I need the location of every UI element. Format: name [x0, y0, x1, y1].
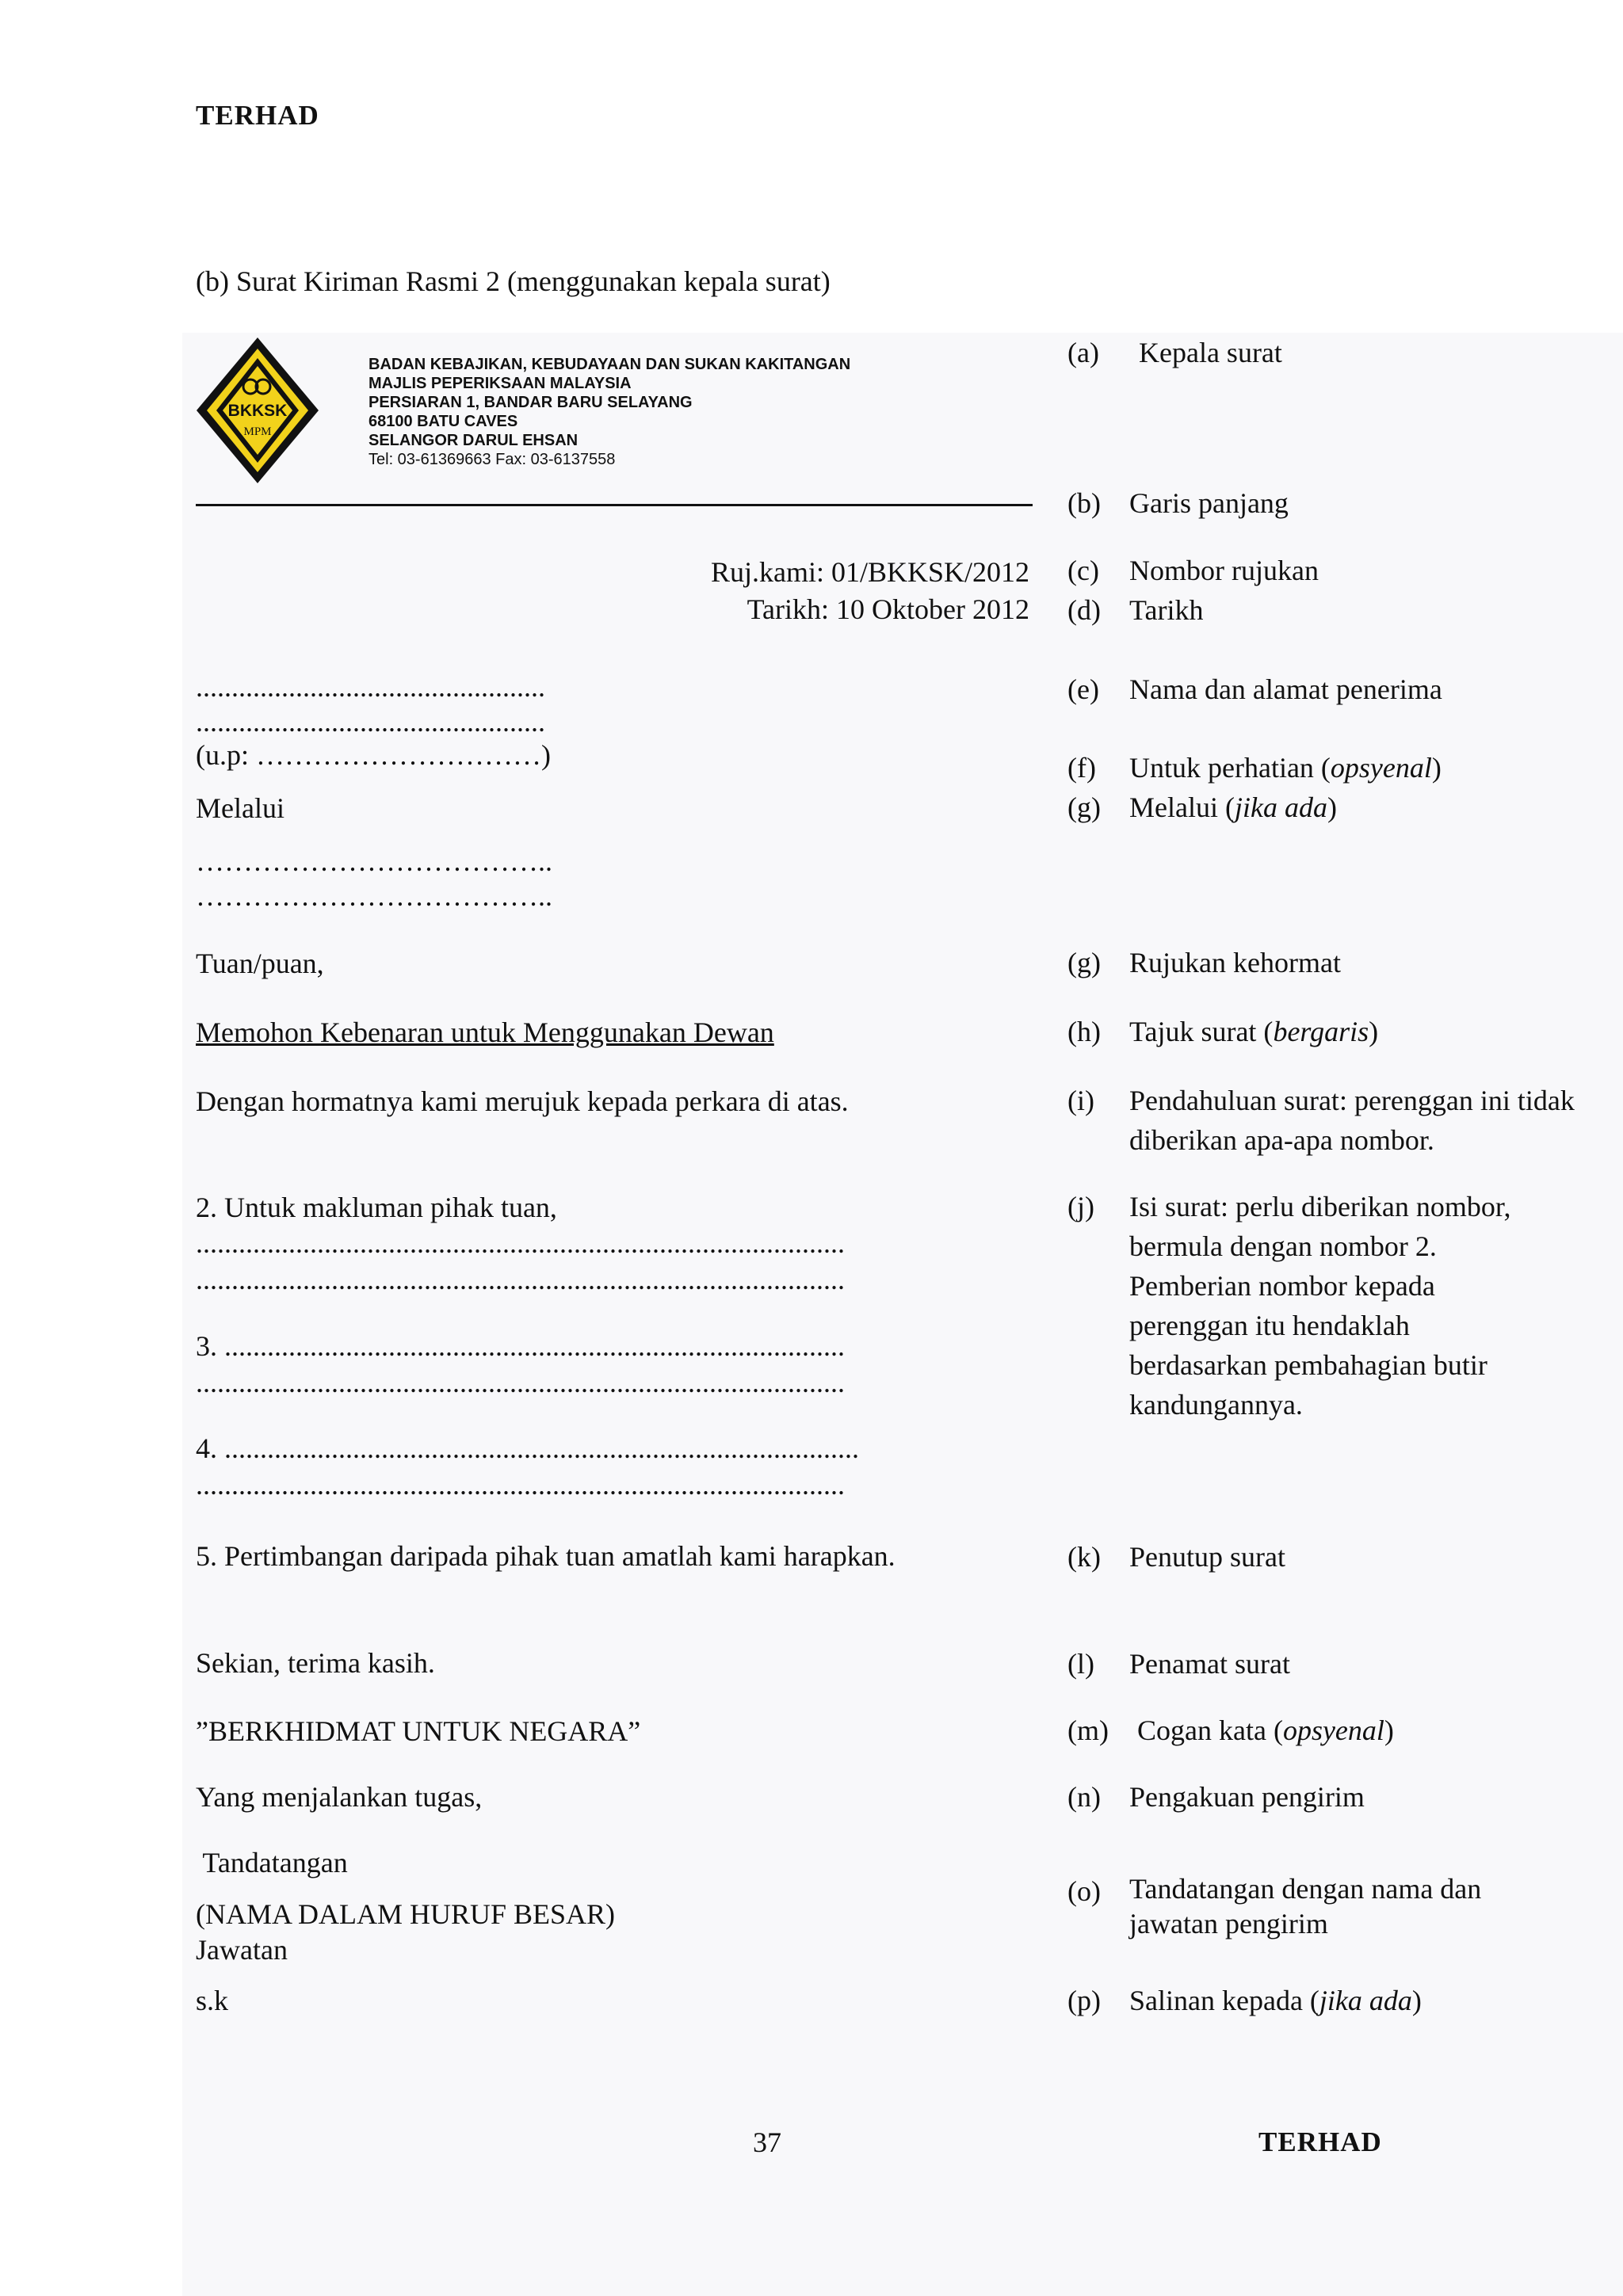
subject-line: Memohon Kebenaran untuk Menggunakan Dewan	[196, 1016, 774, 1048]
annotation-p: (p) Salinan kepada (jika ada)	[1067, 1985, 1422, 2016]
address-line-2: 68100 BATU CAVES	[369, 413, 518, 430]
annotation-i-text: Pendahuluan surat: perenggan ini tidak diberikan apa-apa nombor.	[1129, 1085, 1575, 1156]
annotation-o-key: (o)	[1067, 1875, 1101, 1907]
via-line-2: ………………………………..	[196, 880, 552, 912]
section-title: (b) Surat Kiriman Rasmi 2 (menggunakan kepala surat)	[196, 265, 831, 297]
phone-fax-line: Tel: 03-61369663 Fax: 03-6137558	[369, 451, 616, 468]
annotation-j-key: (j)	[1067, 1191, 1094, 1222]
annotation-l: (l) Penamat surat	[1067, 1648, 1290, 1680]
address-line-3: SELANGOR DARUL EHSAN	[369, 432, 579, 449]
annotation-g-via: (g) Melalui (jika ada)	[1067, 791, 1337, 823]
annotation-k: (k) Penutup surat	[1067, 1541, 1285, 1573]
paragraph-2-line-2: ...........................................................................................	[196, 1264, 845, 1295]
annotation-f: (f) Untuk perhatian (opsyenal)	[1067, 752, 1442, 784]
classification-footer: TERHAD	[1258, 2126, 1382, 2157]
classification-header: TERHAD	[196, 100, 319, 131]
paragraph-3: 3. .......................................................................................	[196, 1330, 845, 1362]
salutation: Tuan/puan,	[196, 948, 324, 979]
annotation-b: (b) Garis panjang	[1067, 487, 1289, 519]
bkksk-logo	[195, 336, 320, 485]
annotation-j-text: Isi surat: perlu diberikan nombor, bermula dengan nombor 2. Pemberian nombor kepada perenggan itu hendaklah berdasarkan pembahagian butir kandungannya.	[1129, 1191, 1511, 1421]
annotation-g-salutation: (g) Rujukan kehormat	[1067, 947, 1341, 978]
attention-line: (u.p: …………………………)	[196, 739, 551, 771]
annotation-a: (a) Kepala surat	[1067, 337, 1282, 368]
paragraph-5: 5. Pertimbangan daripada pihak tuan amatlah kami harapkan.	[196, 1540, 896, 1572]
logo-subtext: MPM	[243, 425, 272, 438]
paragraph-3-line-2: ...........................................................................................	[196, 1367, 845, 1398]
letter-date: Tarikh: 10 Oktober 2012	[747, 593, 1029, 625]
signature-placeholder: Tandatangan	[196, 1847, 348, 1878]
paragraph-2-line-1: ...........................................................................................	[196, 1227, 845, 1259]
paragraph-2: 2. Untuk makluman pihak tuan,	[196, 1192, 557, 1223]
paragraph-4-line-2: ...........................................................................................	[196, 1469, 845, 1501]
page-number: 37	[753, 2126, 781, 2158]
via-label: Melalui	[196, 792, 285, 824]
reference-number: Ruj.kami: 01/BKKSK/2012	[710, 556, 1029, 588]
sender-position: Jawatan	[196, 1934, 288, 1966]
carbon-copy: s.k	[196, 1985, 229, 2016]
letterhead-address-block	[369, 355, 850, 469]
org-line-1: BADAN KEBAJIKAN, KEBUDAYAAN DAN SUKAN KAKITANGAN	[369, 356, 851, 373]
annotation-h: (h) Tajuk surat (bergaris)	[1067, 1016, 1379, 1047]
annotation-i-key: (i)	[1067, 1085, 1094, 1116]
recipient-line-2: .................................................	[196, 706, 545, 738]
annotation-m: (m) Cogan kata (opsyenal)	[1067, 1714, 1394, 1746]
org-line-2: MAJLIS PEPERIKSAAN MALAYSIA	[369, 375, 632, 392]
annotation-n: (n) Pengakuan pengirim	[1067, 1781, 1365, 1813]
paragraph-4: 4. .........................................................................................	[196, 1432, 859, 1464]
annotation-c: (c) Nombor rujukan	[1067, 555, 1319, 586]
horizontal-rule	[196, 504, 1033, 506]
intro-paragraph: Dengan hormatnya kami merujuk kepada perkara di atas.	[196, 1085, 849, 1117]
closing-line: Sekian, terima kasih.	[196, 1647, 435, 1679]
motto: ”BERKHIDMAT UNTUK NEGARA”	[196, 1715, 641, 1747]
annotation-e: (e) Nama dan alamat penerima	[1067, 673, 1442, 705]
address-line-1: PERSIARAN 1, BANDAR BARU SELAYANG	[369, 394, 693, 411]
annotation-d: (d) Tarikh	[1067, 594, 1204, 626]
annotation-o-text: Tandatangan dengan nama dan jawatan pengirim	[1129, 1873, 1482, 1939]
logo-text: BKKSK	[227, 402, 288, 420]
acknowledgement: Yang menjalankan tugas,	[196, 1781, 483, 1813]
logo-emblem	[195, 336, 320, 485]
via-line-1: ………………………………..	[196, 845, 552, 877]
sender-name: (NAMA DALAM HURUF BESAR)	[196, 1898, 616, 1930]
recipient-line-1: .................................................	[196, 671, 545, 703]
